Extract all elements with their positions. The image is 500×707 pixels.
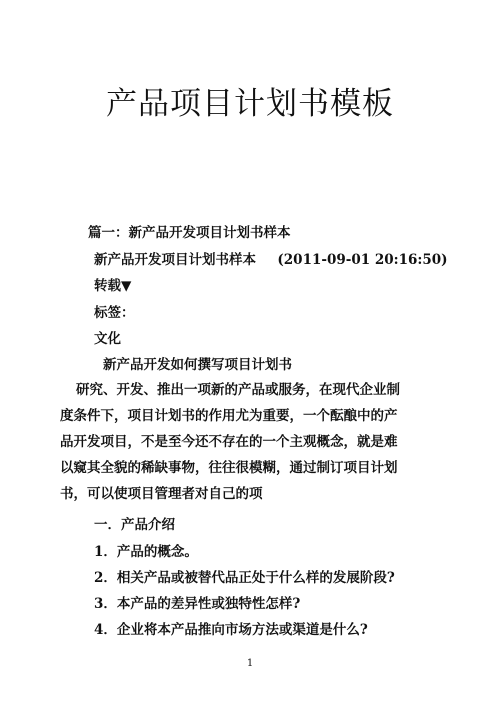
paragraph-line: 度条件下，项目计划书的作用尤为重要，一个酝酿中的产 (60, 408, 398, 424)
list-item: 1．产品的概念。 (94, 544, 198, 560)
body-paragraph (60, 377, 450, 507)
post-timestamp: (2011-09-01 20:16:50) (277, 252, 448, 268)
document-title: 产品项目计划书模板 (106, 86, 394, 122)
tags-label: 标签： (94, 305, 135, 321)
section-title: 新产品开发如何撰写项目计划书 (103, 357, 292, 373)
subheading-with-timestamp (94, 251, 448, 269)
article-heading: 篇一：新产品开发项目计划书样本 (88, 225, 291, 241)
repost-link[interactable]: 转载▼ (94, 278, 132, 294)
list-item: 4．企业将本产品推向市场方法或渠道是什么? (94, 622, 368, 638)
paragraph-line: 研究、开发、推出一项新的产品或服务，在现代企业制 (76, 382, 400, 398)
list-item: 2．相关产品或被替代品正处于什么样的发展阶段? (94, 570, 395, 586)
paragraph-line: 品开发项目，不是至今还不存在的一个主观概念，就是难 (60, 434, 398, 450)
page-number: 1 (246, 658, 254, 669)
list-item: 3．本产品的差异性或独特性怎样? (94, 596, 301, 612)
paragraph-line: 以窥其全貌的稀缺事物，往往很模糊，通过制订项目计划 (60, 460, 398, 476)
section-heading-product-intro: 一．产品介绍 (94, 517, 175, 533)
tag-item[interactable]: 文化 (94, 331, 121, 347)
subheading-text: 新产品开发项目计划书样本 (94, 252, 256, 268)
paragraph-line: 书，可以使项目管理者对自己的项 (60, 486, 263, 502)
